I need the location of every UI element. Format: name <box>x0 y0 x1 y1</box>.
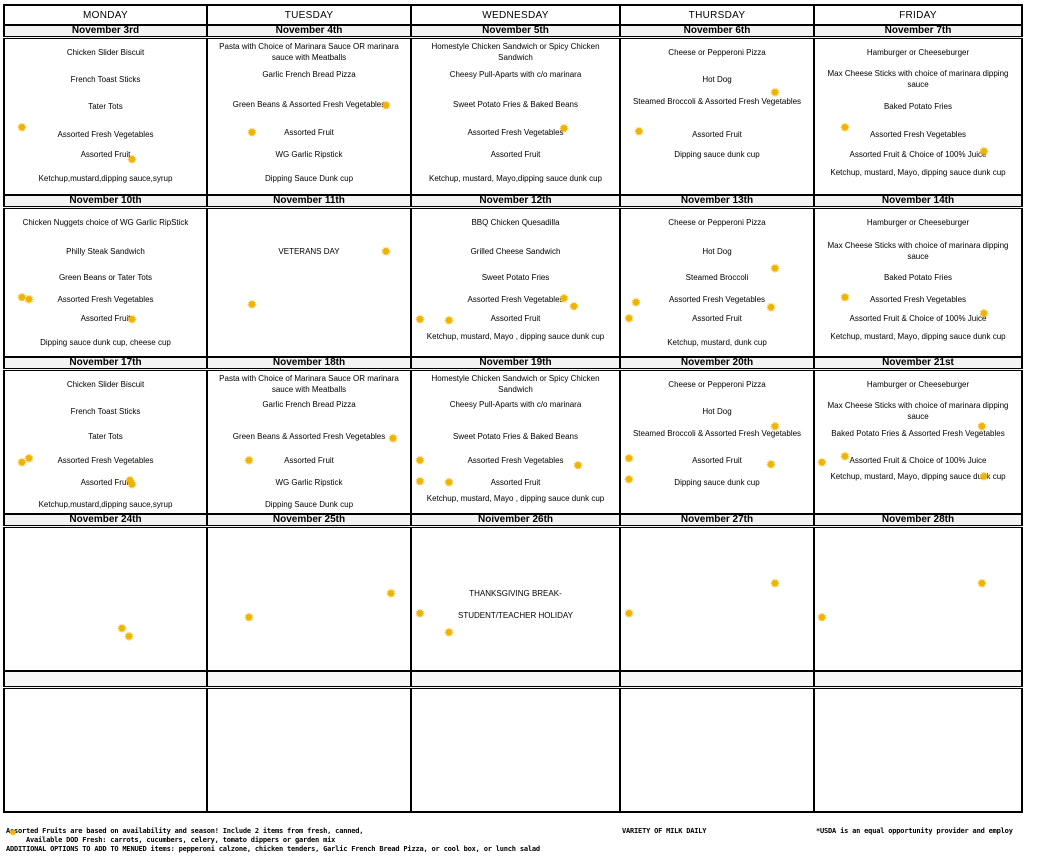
additional-options-note: ADDITIONAL OPTIONS TO ADD TO MENUED items: pepperoni calzone, chicken tenders, Garlic French Bread Pizza, or cool box, or lunch salad <box>6 845 540 853</box>
empty-date-cell <box>411 671 620 688</box>
menu-item: Ketchup, mustard, Mayo, dipping sauce dunk cup <box>830 332 1006 341</box>
menu-item: Ketchup, mustard, Mayo , dipping sauce dunk cup <box>426 332 605 341</box>
star-burst-icon <box>816 457 828 469</box>
menu-cell <box>4 208 207 358</box>
menu-cell <box>620 38 814 196</box>
star-burst-icon <box>558 123 570 135</box>
star-burst-icon <box>765 302 777 314</box>
menu-item: Dipping Sauce Dunk cup <box>264 500 354 509</box>
menu-item: Assorted Fresh Vegetables <box>467 456 564 465</box>
star-burst-icon <box>23 294 35 306</box>
dod-note: Available DOD Fresh: carrots, cucumbers, celery, tomato dippers or garden mix <box>26 836 336 844</box>
menu-item: Hamburger or Cheeseburger <box>866 48 970 57</box>
menu-item: Assorted Fresh Vegetables <box>467 128 564 137</box>
star-burst-icon <box>816 612 828 624</box>
empty-date-cell <box>620 671 814 688</box>
date-label: November 24th <box>4 514 207 527</box>
star-burst-icon <box>380 100 392 112</box>
date-label: Noivember 26th <box>411 514 620 527</box>
menu-item: Steamed Broccoli & Assorted Fresh Vegetables <box>632 429 802 438</box>
menu-cell <box>814 527 1022 672</box>
star-burst-icon <box>23 453 35 465</box>
menu-item: Assorted Fruit <box>80 150 131 159</box>
date-row <box>4 514 1022 527</box>
date-label: November 13th <box>620 195 814 208</box>
menu-item: Tater Tots <box>88 432 123 441</box>
date-row <box>4 357 1022 370</box>
day-header-friday: FRIDAY <box>814 5 1022 25</box>
star-burst-icon <box>414 455 426 467</box>
menu-item: Hamburger or Cheeseburger <box>866 380 970 389</box>
menu-item: Sweet Potato Fries & Baked Beans <box>453 100 578 109</box>
date-label: November 3rd <box>4 25 207 38</box>
empty-menu-cell <box>207 688 411 813</box>
star-burst-icon <box>443 627 455 639</box>
star-burst-icon <box>380 246 392 258</box>
menu-item: Hot Dog <box>702 407 732 416</box>
menu-cell <box>411 208 620 358</box>
date-label: November 10th <box>4 195 207 208</box>
star-burst-icon <box>414 608 426 620</box>
menu-item: French Toast Sticks <box>70 407 141 416</box>
date-label: November 27th <box>620 514 814 527</box>
star-burst-icon <box>126 154 138 166</box>
star-burst-icon <box>246 299 258 311</box>
menu-item: WG Garlic Ripstick <box>275 478 343 487</box>
date-label: November 11th <box>207 195 411 208</box>
day-header-wednesday: WEDNESDAY <box>411 5 620 25</box>
menu-item: Cheese or Pepperoni Pizza <box>668 218 766 227</box>
menu-item: Cheese or Pepperoni Pizza <box>668 48 766 57</box>
menu-item: Ketchup,mustard,dipping sauce,syrup <box>38 174 173 183</box>
menu-row <box>4 208 1022 358</box>
menu-item: Baked Potato Fries <box>883 102 953 111</box>
day-header-monday: MONDAY <box>4 5 207 25</box>
date-label: November 5th <box>411 25 620 38</box>
menu-item: WG Garlic Ripstick <box>275 150 343 159</box>
menu-item: Cheesy Pull-Aparts with c/o marinara <box>449 70 582 79</box>
menu-item: Assorted Fresh Vegetables <box>57 456 154 465</box>
star-burst-icon <box>568 301 580 313</box>
menu-item: Tater Tots <box>88 102 123 111</box>
date-label: November 25th <box>207 514 411 527</box>
date-label: November 19th <box>411 357 620 370</box>
menu-cell <box>4 38 207 196</box>
menu-item: Assorted Fruit <box>490 314 541 323</box>
menu-item: Green Beans & Assorted Fresh Vegetables <box>232 100 386 109</box>
menu-item: Assorted Fresh Vegetables <box>467 295 564 304</box>
date-label: November 6th <box>620 25 814 38</box>
menu-cell <box>207 38 411 196</box>
empty-menu-row <box>4 688 1022 813</box>
empty-menu-cell <box>814 688 1022 813</box>
menu-item: Assorted Fresh Vegetables <box>57 130 154 139</box>
star-burst-icon <box>124 475 136 487</box>
menu-item: Pasta with Choice of Marinara Sauce OR marinara sauce with Meatballs <box>219 42 399 62</box>
date-label: November 17th <box>4 357 207 370</box>
star-burst-icon <box>839 292 851 304</box>
menu-cell <box>411 38 620 196</box>
menu-item: Steamed Broccoli <box>685 273 749 282</box>
menu-item: Philly Steak Sandwich <box>66 247 145 256</box>
day-header-tuesday: TUESDAY <box>207 5 411 25</box>
menu-item: Assorted Fruit <box>692 314 742 323</box>
menu-cell <box>4 527 207 672</box>
date-row <box>4 195 1022 208</box>
star-burst-icon <box>623 608 635 620</box>
menu-item: BBQ Chicken Quesadilla <box>471 218 560 227</box>
menu-item: Assorted Fruit <box>490 478 541 487</box>
menu-item: Assorted Fruit & Choice of 100% Juice <box>849 314 987 323</box>
menu-item: Dipping sauce dunk cup <box>674 478 760 487</box>
menu-item: Sweet Potato Fries <box>481 273 550 282</box>
menu-item: Homestyle Chicken Sandwich or Spicy Chicken Sandwich <box>431 374 600 394</box>
menu-item: Ketchup,mustard,dipping sauce,syrup <box>38 500 173 509</box>
empty-menu-cell <box>411 688 620 813</box>
star-burst-icon <box>769 421 781 433</box>
menu-item: Assorted Fresh Vegetables <box>57 295 154 304</box>
menu-cell <box>207 527 411 672</box>
menu-cell <box>620 208 814 358</box>
menu-cell <box>411 370 620 515</box>
menu-item: Ketchup, mustard, dunk cup <box>667 338 767 347</box>
star-burst-icon <box>246 127 258 139</box>
star-burst-icon <box>572 460 584 472</box>
footer-star-icon <box>7 828 19 840</box>
star-burst-icon <box>630 297 642 309</box>
star-burst-icon <box>978 146 990 158</box>
menu-item: Baked Potato Fries <box>883 273 953 282</box>
star-burst-icon <box>126 314 138 326</box>
day-header-thursday: THURSDAY <box>620 5 814 25</box>
menu-row <box>4 370 1022 515</box>
menu-item: Max Cheese Sticks with choice of marinara dipping sauce <box>827 241 1009 261</box>
star-burst-icon <box>978 308 990 320</box>
menu-item: Assorted Fresh Vegetables <box>668 295 766 304</box>
menu-item: Chicken Slider Biscuit <box>66 380 145 389</box>
menu-item: French Toast Sticks <box>70 75 141 84</box>
menu-item: Assorted Fruit & Choice of 100% Juice <box>849 150 987 159</box>
usda-note: *USDA is an equal opportunity provider and employ <box>816 827 1013 835</box>
menu-item: Ketchup, mustard, Mayo, dipping sauce dunk cup <box>830 168 1006 177</box>
menu-item: Assorted Fruit <box>80 478 131 487</box>
menu-item: Garlic French Bread Pizza <box>262 400 356 409</box>
empty-menu-cell <box>620 688 814 813</box>
empty-menu-cell <box>4 688 207 813</box>
menu-cell <box>4 370 207 515</box>
menu-item: Assorted Fruit <box>692 130 742 139</box>
fruits-note: Assorted Fruits are based on availability and season! Include 2 items from fresh, canned, <box>6 827 364 835</box>
star-burst-icon <box>769 578 781 590</box>
date-row <box>4 25 1022 38</box>
date-label: November 14th <box>814 195 1022 208</box>
star-burst-icon <box>414 314 426 326</box>
menu-item: Max Cheese Sticks with choice of marinara dipping sauce <box>827 401 1009 421</box>
menu-item: Garlic French Bread Pizza <box>262 70 356 79</box>
date-label: November 28th <box>814 514 1022 527</box>
menu-cell <box>814 208 1022 358</box>
menu-row <box>4 527 1022 672</box>
menu-cell <box>814 370 1022 515</box>
menu-item: Assorted Fruit & Choice of 100% Juice <box>849 456 987 465</box>
menu-calendar <box>3 4 1023 813</box>
star-burst-icon <box>769 87 781 99</box>
star-burst-icon <box>387 433 399 445</box>
menu-cell <box>814 38 1022 196</box>
menu-item: Assorted Fruit <box>490 150 541 159</box>
star-burst-icon <box>623 313 635 325</box>
menu-row <box>4 38 1022 196</box>
menu-item: Assorted Fresh Vegetables <box>869 130 967 139</box>
star-burst-icon <box>976 578 988 590</box>
menu-item: Ketchup, mustard, Mayo,dipping sauce dunk cup <box>429 174 602 183</box>
empty-date-row <box>4 671 1022 688</box>
star-burst-icon <box>243 612 255 624</box>
star-burst-icon <box>976 421 988 433</box>
date-label: November 20th <box>620 357 814 370</box>
menu-item: Hot Dog <box>702 247 732 256</box>
menu-item: Assorted Fresh Vegetables <box>869 295 967 304</box>
menu-item: Green Beans & Assorted Fresh Vegetables <box>232 432 386 441</box>
menu-item: Hamburger or Cheeseburger <box>866 218 970 227</box>
empty-date-cell <box>207 671 411 688</box>
menu-item: THANKSGIVING BREAK- <box>469 589 562 598</box>
date-label: November 21st <box>814 357 1022 370</box>
star-burst-icon <box>978 471 990 483</box>
date-label: November 4th <box>207 25 411 38</box>
menu-cell <box>207 370 411 515</box>
menu-cell <box>620 370 814 515</box>
star-burst-icon <box>443 315 455 327</box>
menu-item: Ketchup, mustard, Mayo, dipping sauce dunk cup <box>830 472 1006 481</box>
menu-item: Homestyle Chicken Sandwich or Spicy Chicken Sandwich <box>431 42 600 62</box>
star-burst-icon <box>839 122 851 134</box>
menu-item: Dipping sauce dunk cup <box>674 150 760 159</box>
menu-item: Sweet Potato Fries & Baked Beans <box>453 432 578 441</box>
menu-item: Dipping sauce dunk cup, cheese cup <box>40 338 171 347</box>
star-burst-icon <box>623 453 635 465</box>
star-burst-icon <box>414 476 426 488</box>
menu-item: Chicken Slider Biscuit <box>66 48 145 57</box>
empty-date-cell <box>4 671 207 688</box>
menu-item: Assorted Fruit <box>284 128 334 137</box>
menu-item: Cheese or Pepperoni Pizza <box>668 380 766 389</box>
menu-item: Baked Potato Fries & Assorted Fresh Vegetables <box>831 429 1005 438</box>
star-burst-icon <box>243 455 255 467</box>
date-label: November 7th <box>814 25 1022 38</box>
date-label: November 12th <box>411 195 620 208</box>
menu-item: STUDENT/TEACHER HOLIDAY <box>458 611 573 620</box>
empty-date-cell <box>814 671 1022 688</box>
star-burst-icon <box>623 474 635 486</box>
milk-note: VARIETY OF MILK DAILY <box>622 827 707 835</box>
star-burst-icon <box>443 477 455 489</box>
star-burst-icon <box>839 451 851 463</box>
menu-item: Chicken Nuggets choice of WG Garlic RipStick <box>22 218 189 227</box>
menu-item: Green Beans or Tater Tots <box>58 273 153 282</box>
star-burst-icon <box>385 588 397 600</box>
menu-item: Assorted Fruit <box>80 314 131 323</box>
menu-item: Max Cheese Sticks with choice of marinara dipping sauce <box>827 69 1009 89</box>
menu-item: Assorted Fruit <box>284 456 334 465</box>
star-burst-icon <box>123 631 135 643</box>
menu-item: Pasta with Choice of Marinara Sauce OR marinara sauce with Meatballs <box>219 374 399 394</box>
star-burst-icon <box>16 122 28 134</box>
menu-item: Dipping Sauce Dunk cup <box>264 174 354 183</box>
menu-item: Cheesy Pull-Aparts with c/o marinara <box>449 400 582 409</box>
date-label: November 18th <box>207 357 411 370</box>
star-burst-icon <box>769 263 781 275</box>
menu-item: Assorted Fruit <box>692 456 742 465</box>
menu-item: Steamed Broccoli & Assorted Fresh Vegetables <box>632 97 802 106</box>
star-burst-icon <box>765 459 777 471</box>
menu-item: Grilled Cheese Sandwich <box>470 247 561 256</box>
menu-cell <box>207 208 411 358</box>
menu-item: Ketchup, mustard, Mayo , dipping sauce dunk cup <box>426 494 605 503</box>
menu-cell <box>411 527 620 672</box>
menu-item: VETERANS DAY <box>278 247 340 256</box>
menu-item: Hot Dog <box>702 75 732 84</box>
star-burst-icon <box>633 126 645 138</box>
menu-cell <box>620 527 814 672</box>
